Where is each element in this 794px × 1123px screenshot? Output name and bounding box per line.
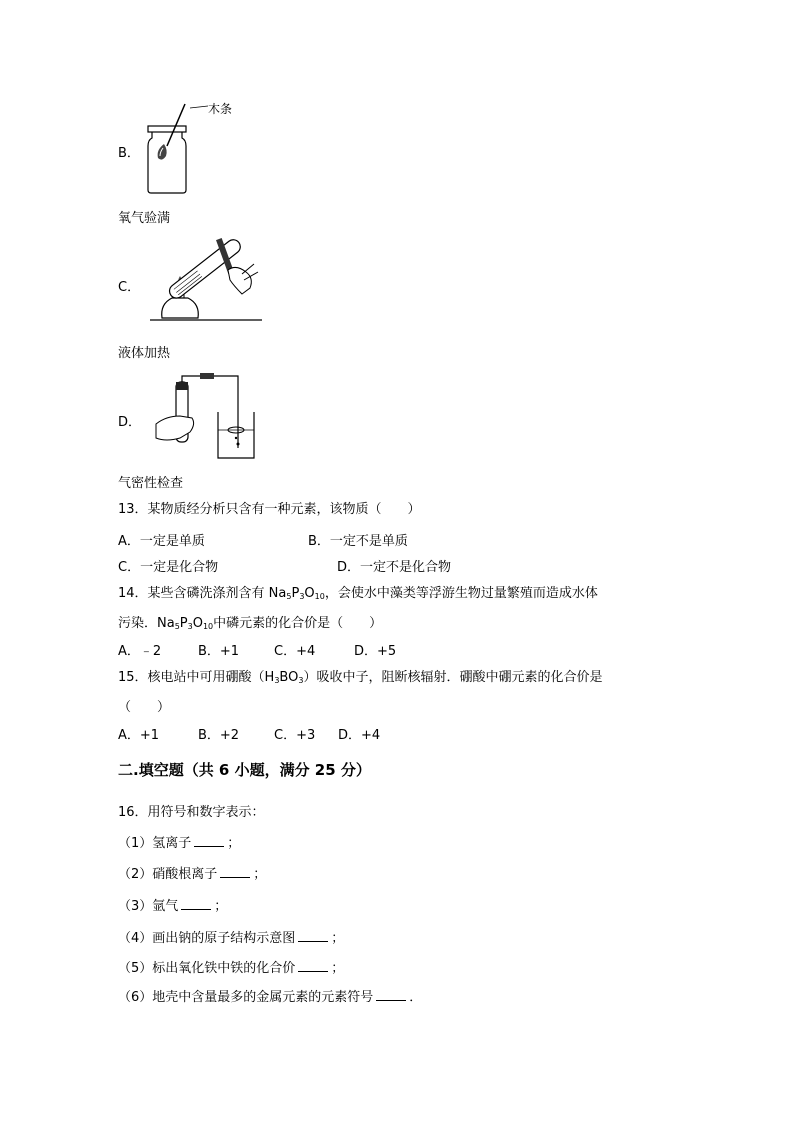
answer-blank[interactable] xyxy=(298,929,328,942)
airtightness-check-figure xyxy=(150,372,260,464)
formula-subscript: 5 xyxy=(174,622,180,631)
liquid-heating-figure xyxy=(150,234,262,326)
q16-item-end: ； xyxy=(214,899,228,914)
formula-subscript: 3 xyxy=(274,676,280,685)
formula-element: P xyxy=(179,616,188,631)
q16-item xyxy=(118,863,266,882)
q15-stem-start: 15．核电站中可用硼酸（H xyxy=(118,670,275,685)
q16-item xyxy=(118,832,240,851)
q16-item-text: （4）画出钠的原子结构示意图 xyxy=(118,931,296,946)
q14-stem-end: ，会使水中藻类等浮游生物过量繁殖而造成水体 xyxy=(324,586,598,601)
oxygen-check-figure xyxy=(140,98,250,198)
q14-line2-start: 污染．Na xyxy=(118,616,175,631)
q14-option-d: D．+5 xyxy=(354,644,397,659)
q16-stem: 16．用符号和数字表示： xyxy=(118,805,265,820)
formula-subscript: 3 xyxy=(187,622,193,631)
q14-option-c: C．+4 xyxy=(274,644,316,659)
q14-option-a: A．﹣2 xyxy=(118,644,162,659)
formula-element: O xyxy=(304,586,315,601)
q16-item xyxy=(118,957,344,976)
q16-item xyxy=(118,895,227,914)
q14-line2-end: 中磷元素的化合价是（ ） xyxy=(213,616,383,631)
formula-element: BO xyxy=(279,670,299,685)
answer-blank[interactable] xyxy=(181,897,211,910)
option-b-caption: 氧气验满 xyxy=(118,211,171,226)
q16-item-end: ； xyxy=(253,867,267,882)
q14-option-b: B．+1 xyxy=(198,644,240,659)
q14-stem xyxy=(118,582,598,601)
q16-item-text: （6）地壳中含量最多的金属元素的元素符号 xyxy=(118,990,374,1005)
formula-subscript: 10 xyxy=(314,592,325,601)
q15-option-c: C．+3 xyxy=(274,728,316,743)
q13-option-b: B．一定不是单质 xyxy=(308,534,408,549)
q16-item-text: （1）氢离子 xyxy=(118,836,192,851)
option-b-letter: B． xyxy=(118,146,140,161)
formula-subscript: 10 xyxy=(202,622,214,631)
q16-item-end: ． xyxy=(409,990,423,1005)
q16-item-text: （5）标出氧化铁中铁的化合价 xyxy=(118,961,296,976)
q16-item-text: （3）氩气 xyxy=(118,899,179,914)
answer-blank[interactable] xyxy=(194,834,224,847)
wood-stick-label: 木条 xyxy=(208,102,233,116)
formula-subscript: 5 xyxy=(286,592,292,601)
section-heading: 二.填空题（共 6 小题，满分 25 分） xyxy=(118,761,371,779)
q14-line2 xyxy=(118,612,382,631)
q16-item-end: ； xyxy=(227,836,241,851)
answer-blank[interactable] xyxy=(220,865,250,878)
option-c-letter: C． xyxy=(118,280,141,295)
formula-element: O xyxy=(192,616,203,631)
option-c-caption: 液体加热 xyxy=(118,346,171,361)
q15-option-b: B．+2 xyxy=(198,728,240,743)
formula-subscript: 3 xyxy=(298,676,304,685)
answer-blank[interactable] xyxy=(376,988,406,1001)
option-d-caption: 气密性检查 xyxy=(118,476,184,491)
answer-blank[interactable] xyxy=(298,959,328,972)
q14-stem-start: 14．某些含磷洗涤剂含有 Na xyxy=(118,586,287,601)
option-d-letter: D． xyxy=(118,415,142,430)
q13-option-c: C．一定是化合物 xyxy=(118,560,219,575)
q13-option-d: D．一定不是化合物 xyxy=(337,560,452,575)
q16-item xyxy=(118,927,344,946)
formula-element: P xyxy=(291,586,300,601)
q16-item xyxy=(118,986,422,1005)
q16-item-end: ； xyxy=(331,931,345,946)
q15-stem xyxy=(118,666,602,685)
q15-option-a: A．+1 xyxy=(118,728,160,743)
q15-line2: （ ） xyxy=(118,700,171,715)
q13-option-a: A．一定是单质 xyxy=(118,534,205,549)
q16-item-end: ； xyxy=(331,961,345,976)
q15-stem-end: ）吸收中子，阻断核辐射．硼酸中硼元素的化合价是 xyxy=(303,670,603,685)
q13-stem: 13．某物质经分析只含有一种元素，该物质（ ） xyxy=(118,502,421,517)
q16-item-text: （2）硝酸根离子 xyxy=(118,867,218,882)
q15-option-d: D．+4 xyxy=(338,728,381,743)
formula-subscript: 3 xyxy=(299,592,305,601)
